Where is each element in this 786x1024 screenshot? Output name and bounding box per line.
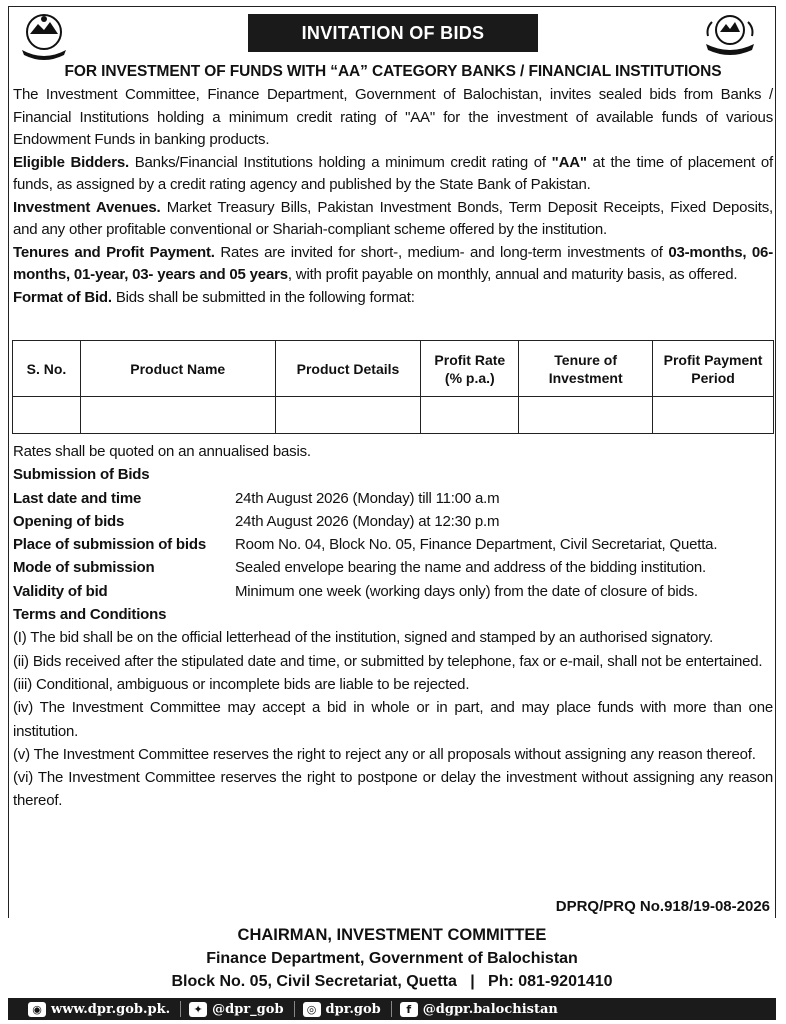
website-text: www.dpr.gob.pk. — [51, 1001, 171, 1017]
format-text: Bids shall be submitted in the following format: — [111, 288, 415, 306]
social-bar — [8, 998, 776, 1020]
eligible-bidders-paragraph — [13, 152, 773, 197]
signature-block — [8, 918, 776, 998]
submission-key: Validity of bid — [13, 582, 108, 600]
investment-avenues-paragraph — [13, 197, 773, 242]
submission-row — [13, 580, 773, 603]
submission-row — [13, 510, 773, 533]
page-subtitle: FOR INVESTMENT OF FUNDS WITH “AA” CATEGORY BANKS / FINANCIAL INSTITUTIONS — [64, 63, 722, 80]
footer-chairman: CHAIRMAN, INVESTMENT COMMITTEE — [237, 926, 547, 944]
twitter-icon: ✦ — [189, 1002, 207, 1017]
tenures-paragraph — [13, 242, 773, 287]
avenues-text: Market Treasury Bills, Pakistan Investment Bonds, Term Deposit Receipts, Fixed Deposits, and any other profitable conventional or Shariah-compliant scheme offered by the institution. — [13, 198, 773, 238]
table-cell — [519, 397, 653, 434]
footer-address: Block No. 05, Civil Secretariat, Quetta | Ph: 081-9201410 — [171, 973, 613, 990]
table-cell — [13, 397, 81, 434]
intro-paragraph: The Investment Committee, Finance Department, Government of Balochistan, invites sealed bids from Banks / Financial Institutions holding a minimum credit rating of "AA" for the investment of available funds of various Endowment Funds in banking products. — [13, 86, 773, 148]
facebook-text: @dgpr.balochistan — [422, 1001, 558, 1017]
terms-item: (v) The Investment Committee reserves the right to reject any or all proposals without assigning any reason thereof. — [13, 745, 756, 763]
tenures-text: Rates are invited for short-, medium- and long-term investments of — [214, 243, 669, 261]
submission-row — [13, 533, 773, 556]
table-cell — [275, 397, 421, 434]
terms-item: (I) The bid shall be on the official letterhead of the institution, signed and stamped by an authorised signatory. — [13, 629, 714, 647]
terms-heading: Terms and Conditions — [13, 606, 167, 624]
eligible-text-cont: at the time of placement of funds, as assigned by a credit rating agency and published by the State Bank of Pakistan. — [13, 153, 773, 193]
format-paragraph — [13, 287, 773, 310]
table-cell — [653, 397, 774, 434]
table-header-cell: Profit Payment Period — [653, 341, 774, 397]
tenures-terms: 03-months, 06- months, 01-year, 03- years and 05 years — [13, 243, 773, 283]
terms-item: (iii) Conditional, ambiguous or incomplete bids are liable to be rejected. — [13, 675, 470, 693]
bid-format-table — [12, 340, 774, 434]
submission-value: 24th August 2026 (Monday) at 12:30 p.m — [235, 512, 500, 530]
table-header-cell: S. No. — [13, 341, 81, 397]
facebook-icon: f — [400, 1002, 418, 1017]
divider — [180, 1001, 181, 1017]
submission-key: Opening of bids — [13, 512, 125, 530]
divider — [391, 1001, 392, 1017]
government-emblem-icon — [16, 10, 72, 60]
tenures-text-cont: , with profit payable on monthly, annual and maturity basis, as offered. — [287, 266, 738, 283]
divider — [294, 1001, 295, 1017]
footer-department: Finance Department, Government of Balochistan — [206, 950, 578, 967]
table-header-cell: Tenure of Investment — [519, 341, 653, 397]
page-title: INVITATION OF BIDS — [248, 14, 538, 52]
terms-item: (iv) The Investment Committee may accept a bid in whole or in part, and may place funds with more than one institution. — [13, 699, 773, 740]
submission-key: Mode of submission — [13, 559, 155, 577]
submission-value: Room No. 04, Block No. 05, Finance Department, Civil Secretariat, Quetta. — [235, 536, 718, 554]
instagram-link[interactable] — [303, 1002, 381, 1017]
terms-item: (vi) The Investment Committee reserves the right to postpone or delay the investment without assigning any reason thereof. — [13, 769, 773, 810]
notice-body — [13, 84, 773, 309]
submission-section — [13, 440, 773, 813]
table-cell — [80, 397, 275, 434]
avenues-label: Investment Avenues. — [13, 198, 161, 216]
submission-key: Last date and time — [13, 489, 142, 507]
format-label: Format of Bid. — [13, 288, 112, 306]
table-header-row — [13, 341, 774, 397]
terms-item: (ii) Bids received after the stipulated date and time, or submitted by telephone, fax or e-mail, shall not be entertained. — [13, 652, 763, 670]
website-link[interactable] — [28, 1002, 170, 1017]
eligible-text: Banks/Financial Institutions holding a minimum credit rating of — [128, 153, 552, 171]
twitter-link[interactable] — [189, 1002, 283, 1017]
table-header-cell: Profit Rate (% p.a.) — [421, 341, 519, 397]
submission-value: Minimum one week (working days only) from the date of closure of bids. — [235, 582, 698, 600]
globe-icon: ◉ — [28, 1002, 46, 1017]
submission-heading: Submission of Bids — [13, 466, 150, 484]
submission-row — [13, 487, 773, 510]
reference-number: DPRQ/PRQ No.918/19-08-2026 — [555, 898, 770, 915]
eligible-rating: "AA" — [551, 153, 587, 171]
facebook-link[interactable] — [400, 1002, 558, 1017]
table-cell — [421, 397, 519, 434]
submission-value: Sealed envelope bearing the name and address of the bidding institution. — [235, 559, 706, 577]
department-emblem-icon — [702, 10, 758, 60]
eligible-label: Eligible Bidders. — [13, 153, 129, 171]
tenures-label: Tenures and Profit Payment. — [13, 243, 215, 261]
submission-value: 24th August 2026 (Monday) till 11:00 a.m — [235, 489, 500, 507]
table-header-cell: Product Name — [80, 341, 275, 397]
table-header-cell: Product Details — [275, 341, 421, 397]
twitter-text: @dpr_gob — [212, 1001, 284, 1017]
submission-row — [13, 556, 773, 579]
table-row — [13, 397, 774, 434]
instagram-icon: ◎ — [303, 1002, 321, 1017]
instagram-text: dpr.gob — [325, 1001, 381, 1017]
rates-note: Rates shall be quoted on an annualised basis. — [13, 443, 311, 460]
submission-key: Place of submission of bids — [13, 536, 206, 554]
